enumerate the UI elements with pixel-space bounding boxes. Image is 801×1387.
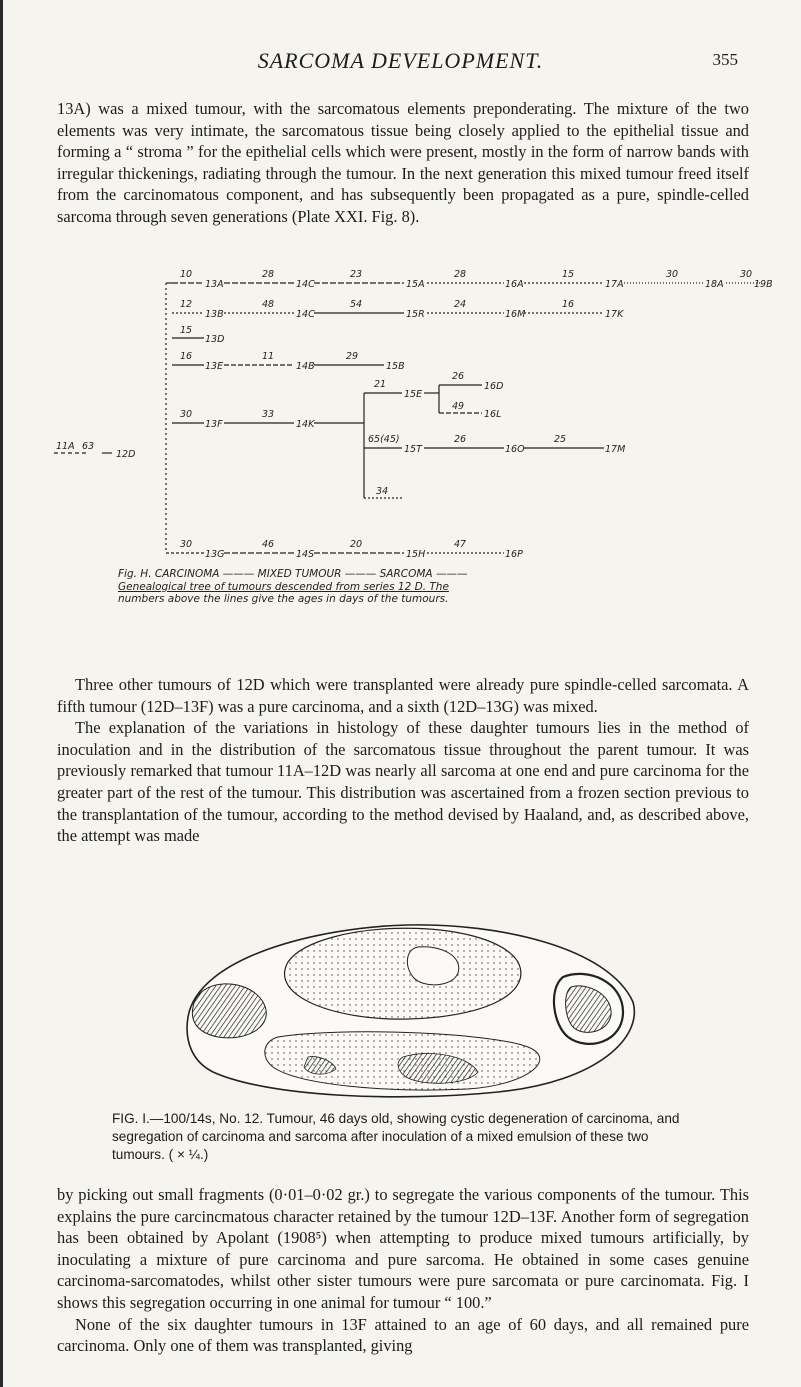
tree-node: 14K — [296, 419, 315, 430]
tree-node: 15A — [406, 279, 425, 290]
tree-age: 30 — [180, 539, 193, 550]
tree-age: 28 — [454, 269, 467, 280]
tree-node: 16D — [484, 381, 504, 392]
tree-age: 24 — [454, 299, 467, 310]
paragraph-4: by picking out small fragments (0·01–0·02 gr.) to segregate the various components of the tumour. This explains the pure carcincmatous character retained by the tumour 12D–13F. Another form of segregation has been obtained by Apolant (1908⁵) when attempting to produce mixed tumours artificially, by inoculating a mixture of pure carcinoma and pure sarcoma. He obtained in some cases genuine carcinoma-sarcomatodes, whilst other sister tumours were pure sarcomata or pure carcinomata. Fig. I shows this segregation occurring in one animal for tumour “ 100.” — [57, 1185, 749, 1312]
tree-age: 49 — [452, 401, 465, 412]
tree-age: 33 — [262, 409, 275, 420]
tree-age: 20 — [350, 539, 363, 550]
tree-root-label: 12D — [116, 449, 136, 460]
tree-age: 28 — [262, 269, 275, 280]
tree-age: 15 — [562, 269, 575, 280]
tree-node: 16M — [505, 309, 526, 320]
body-text-top — [57, 98, 749, 228]
tree-node: 17M — [605, 444, 626, 455]
running-title: SARCOMA DEVELOPMENT. — [257, 48, 544, 73]
tree-age: 34 — [376, 486, 389, 497]
genealogical-tree-svg — [34, 263, 774, 563]
tree-age: 10 — [180, 269, 193, 280]
tumour-illustration — [168, 907, 648, 1103]
tree-age: 25 — [554, 434, 567, 445]
body-text-bottom — [57, 1184, 749, 1357]
tree-root-left-label: 11A — [56, 441, 75, 452]
paragraph-3: The explanation of the variations in histology of these daughter tumours lies in the method of inoculation and in the distribution of the sarcomatous tissue throughout the parent tumour. It was previously remarked that tumour 11A–12D was nearly all sarcoma at one end and pure carcinoma for the greater part of the rest of the tumour. This distribution was ascertained from a frozen section previous to the transplantation of the tumour, according to the method devised by Haaland, and, as described above, the attempt was made — [57, 718, 749, 846]
tree-node: 13A — [205, 279, 224, 290]
tree-age: 16 — [180, 351, 193, 362]
tree-age: 12 — [180, 299, 193, 310]
tree-node: 15E — [404, 389, 423, 400]
running-head — [0, 48, 801, 78]
tree-node: 13D — [205, 334, 225, 345]
tree-node: 13E — [205, 361, 224, 372]
tree-node: 14C — [296, 279, 315, 290]
tree-caption-line-2: Genealogical tree of tumours descended from series 12 D. The — [118, 580, 449, 593]
tumour-illustration-svg — [168, 907, 648, 1103]
tree-age: 30 — [740, 269, 753, 280]
tree-node: 18A — [705, 279, 724, 290]
tree-node: 16L — [484, 409, 502, 420]
paragraph-1: 13A) was a mixed tumour, with the sarcomatous elements preponderating. The mixture of the two elements was very intimate, the sarcomatous tissue being closely applied to the epithelial tissue and forming a “ stroma ” for the epithelial cells which were present, mostly in the form of narrow bands with irregular thickenings, radiating through the tumour. In the next generation this mixed tumour freed itself from the carcinomatous component, and has subsequently been propagated as a pure, spindle-celled sarcoma through seven generations (Plate XXI. Fig. 8). — [57, 99, 749, 226]
page-edge-shadow — [0, 0, 3, 1387]
body-text-middle — [57, 674, 749, 847]
tree-age: 21 — [374, 379, 387, 390]
page-number: 355 — [712, 50, 738, 69]
tree-node: 14C — [296, 309, 315, 320]
tree-age: 16 — [562, 299, 575, 310]
tree-age: 26 — [454, 434, 467, 445]
tree-node: 16O — [505, 444, 525, 455]
tree-node: 17A — [605, 279, 624, 290]
tree-node: 13B — [205, 309, 224, 320]
tree-age: 30 — [666, 269, 679, 280]
tree-node: 16P — [505, 549, 523, 560]
tree-age: 48 — [262, 299, 275, 310]
tree-caption-line-3: numbers above the lines give the ages in days of the tumours. — [118, 593, 449, 605]
tree-age: 30 — [180, 409, 193, 420]
figure-caption: FIG. I.—100/14s, No. 12. Tumour, 46 days old, showing cystic degeneration of carcinoma, and segregation of carcinoma and sarcoma after inoculation of a mixed emulsion of these two tumours. ( × ¼.) — [112, 1111, 680, 1162]
tree-age: 11 — [262, 351, 275, 362]
tree-node: 15B — [386, 361, 405, 372]
tree-node: 16A — [505, 279, 524, 290]
tree-figure-caption — [118, 568, 678, 606]
tree-node: 15H — [406, 549, 426, 560]
tree-node: 13G — [205, 549, 225, 560]
paragraph-5: None of the six daughter tumours in 13F attained to an age of 60 days, and all remained pure carcinoma. Only one of them was transplanted, giving — [57, 1314, 749, 1356]
tree-node: 13F — [205, 419, 223, 430]
tree-node: 15T — [404, 444, 422, 455]
tree-age: 15 — [180, 325, 193, 336]
tree-node: 15R — [406, 309, 425, 320]
tree-age: 23 — [350, 269, 363, 280]
tree-age: 65(45) — [368, 434, 400, 445]
tree-node: 14B — [296, 361, 315, 372]
tree-age: 46 — [262, 539, 275, 550]
tree-age: 29 — [346, 351, 359, 362]
genealogical-tree-figure — [34, 263, 774, 563]
tree-age: 47 — [454, 539, 467, 550]
tree-root-age: 63 — [82, 441, 95, 452]
tree-node: 19B — [754, 279, 773, 290]
tree-age: 54 — [350, 299, 363, 310]
paragraph-2: Three other tumours of 12D which were transplanted were already pure spindle-celled sarcomata. A fifth tumour (12D–13F) was a pure carcinoma, and a sixth (12D–13G) was mixed. — [57, 675, 749, 716]
tree-age: 26 — [452, 371, 465, 382]
tree-node: 14S — [296, 549, 315, 560]
tree-node: 17K — [605, 309, 624, 320]
tree-caption-legend: Fig. H. CARCINOMA ——— MIXED TUMOUR ——— SARCOMA ——— — [118, 568, 468, 580]
